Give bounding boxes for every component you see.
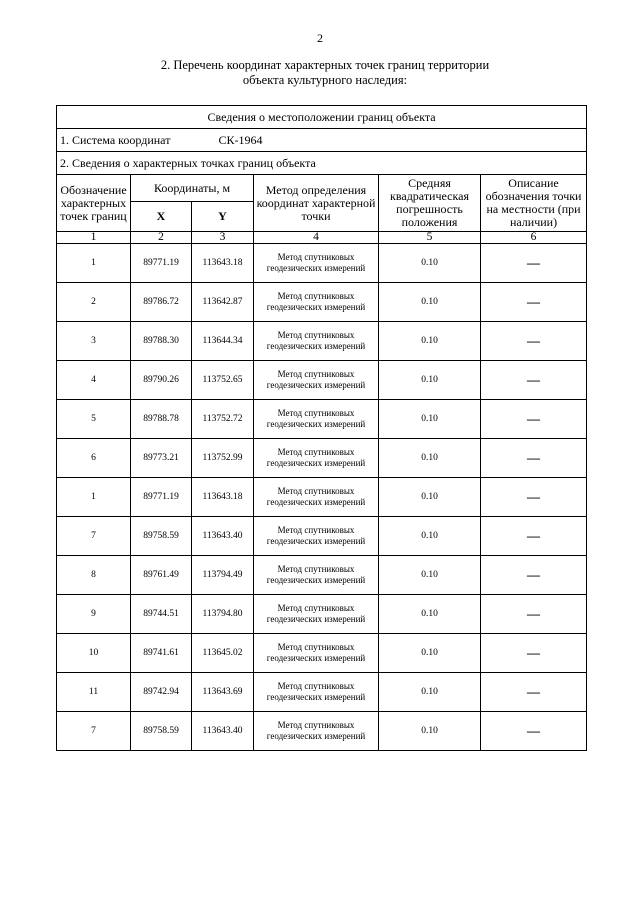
description-cell: — — [481, 439, 587, 478]
table-row — [57, 361, 587, 400]
x-coordinate-cell: 89758.59 — [131, 517, 192, 556]
description-cell: — — [481, 556, 587, 595]
method-cell: Метод спутниковых геодезических измерений — [254, 595, 379, 634]
error-cell: 0.10 — [379, 712, 481, 751]
coordinate-system-value: СК-1964 — [218, 132, 263, 147]
table-row — [57, 556, 587, 595]
point-cell: 1 — [57, 244, 131, 283]
y-coordinate-cell: 113794.49 — [192, 556, 254, 595]
column-number: 4 — [254, 232, 379, 244]
description-cell: — — [481, 400, 587, 439]
y-coordinate-cell: 113642.87 — [192, 283, 254, 322]
error-cell: 0.10 — [379, 322, 481, 361]
table-row — [57, 244, 587, 283]
x-coordinate-cell: 89771.19 — [131, 478, 192, 517]
col-coordinates-header: Координаты, м — [131, 175, 254, 202]
method-cell: Метод спутниковых геодезических измерений — [254, 556, 379, 595]
error-cell: 0.10 — [379, 556, 481, 595]
error-cell: 0.10 — [379, 439, 481, 478]
points-header: 2. Сведения о характерных точках границ объекта — [57, 152, 587, 175]
table-row — [57, 478, 587, 517]
x-coordinate-cell: 89742.94 — [131, 673, 192, 712]
method-cell: Метод спутниковых геодезических измерений — [254, 361, 379, 400]
method-cell: Метод спутниковых геодезических измерений — [254, 400, 379, 439]
table-row — [57, 322, 587, 361]
method-cell: Метод спутниковых геодезических измерений — [254, 283, 379, 322]
table-row — [57, 283, 587, 322]
point-cell: 11 — [57, 673, 131, 712]
x-coordinate-cell: 89773.21 — [131, 439, 192, 478]
method-cell: Метод спутниковых геодезических измерений — [254, 634, 379, 673]
point-cell: 1 — [57, 478, 131, 517]
description-cell: — — [481, 322, 587, 361]
point-cell: 2 — [57, 283, 131, 322]
description-cell: — — [481, 595, 587, 634]
description-cell: — — [481, 673, 587, 712]
description-cell: — — [481, 478, 587, 517]
description-cell: — — [481, 361, 587, 400]
point-cell: 7 — [57, 517, 131, 556]
description-cell: — — [481, 283, 587, 322]
error-cell: 0.10 — [379, 517, 481, 556]
column-number: 3 — [192, 232, 254, 244]
col-error-header: Средняя квадратическая погрешность положения — [379, 175, 481, 232]
point-cell: 3 — [57, 322, 131, 361]
method-cell: Метод спутниковых геодезических измерений — [254, 439, 379, 478]
document-title — [60, 58, 590, 88]
y-coordinate-cell: 113643.40 — [192, 712, 254, 751]
y-coordinate-cell: 113643.18 — [192, 478, 254, 517]
error-cell: 0.10 — [379, 244, 481, 283]
error-cell: 0.10 — [379, 361, 481, 400]
method-cell: Метод спутниковых геодезических измерений — [254, 244, 379, 283]
col-designation-header: Обозначение характерных точек границ — [57, 175, 131, 232]
coordinate-system-label: 1. Система координат — [60, 132, 171, 147]
x-coordinate-cell: 89744.51 — [131, 595, 192, 634]
table-row — [57, 595, 587, 634]
column-number: 5 — [379, 232, 481, 244]
table-row — [57, 517, 587, 556]
error-cell: 0.10 — [379, 673, 481, 712]
y-coordinate-cell: 113752.99 — [192, 439, 254, 478]
description-cell: — — [481, 712, 587, 751]
method-cell: Метод спутниковых геодезических измерений — [254, 673, 379, 712]
error-cell: 0.10 — [379, 400, 481, 439]
x-coordinate-cell: 89788.78 — [131, 400, 192, 439]
point-cell: 9 — [57, 595, 131, 634]
point-cell: 8 — [57, 556, 131, 595]
y-coordinate-cell: 113794.80 — [192, 595, 254, 634]
y-coordinate-cell: 113752.72 — [192, 400, 254, 439]
coordinate-system-row — [57, 129, 587, 152]
x-coordinate-cell: 89790.26 — [131, 361, 192, 400]
col-description-header: Описание обозначения точки на местности (при наличии) — [481, 175, 587, 232]
col-method-header: Метод определения координат характерной точки — [254, 175, 379, 232]
x-coordinate-cell: 89771.19 — [131, 244, 192, 283]
y-coordinate-cell: 113643.18 — [192, 244, 254, 283]
column-number-row — [57, 232, 587, 244]
method-cell: Метод спутниковых геодезических измерений — [254, 517, 379, 556]
point-cell: 5 — [57, 400, 131, 439]
section-header: Сведения о местоположении границ объекта — [57, 106, 587, 129]
title-line-2: объекта культурного наследия: — [242, 73, 408, 87]
table-row — [57, 712, 587, 751]
description-cell: — — [481, 244, 587, 283]
point-cell: 6 — [57, 439, 131, 478]
x-coordinate-cell: 89786.72 — [131, 283, 192, 322]
page-number: 2 — [317, 31, 323, 45]
point-cell: 4 — [57, 361, 131, 400]
method-cell: Метод спутниковых геодезических измерений — [254, 322, 379, 361]
column-number: 1 — [57, 232, 131, 244]
title-line-1: 2. Перечень координат характерных точек границ территории — [160, 58, 490, 72]
x-coordinate-cell: 89761.49 — [131, 556, 192, 595]
method-cell: Метод спутниковых геодезических измерений — [254, 478, 379, 517]
x-coordinate-cell: 89741.61 — [131, 634, 192, 673]
col-x-header: X — [131, 202, 192, 232]
column-number: 6 — [481, 232, 587, 244]
table-row — [57, 439, 587, 478]
point-cell: 10 — [57, 634, 131, 673]
point-cell: 7 — [57, 712, 131, 751]
error-cell: 0.10 — [379, 478, 481, 517]
column-number: 2 — [131, 232, 192, 244]
method-cell: Метод спутниковых геодезических измерений — [254, 712, 379, 751]
error-cell: 0.10 — [379, 595, 481, 634]
table-row — [57, 634, 587, 673]
table-row — [57, 400, 587, 439]
x-coordinate-cell: 89758.59 — [131, 712, 192, 751]
error-cell: 0.10 — [379, 634, 481, 673]
y-coordinate-cell: 113752.65 — [192, 361, 254, 400]
y-coordinate-cell: 113643.69 — [192, 673, 254, 712]
error-cell: 0.10 — [379, 283, 481, 322]
y-coordinate-cell: 113645.02 — [192, 634, 254, 673]
description-cell: — — [481, 517, 587, 556]
y-coordinate-cell: 113644.34 — [192, 322, 254, 361]
description-cell: — — [481, 634, 587, 673]
x-coordinate-cell: 89788.30 — [131, 322, 192, 361]
coordinates-table — [56, 105, 587, 751]
col-y-header: Y — [192, 202, 254, 232]
y-coordinate-cell: 113643.40 — [192, 517, 254, 556]
table-row — [57, 673, 587, 712]
